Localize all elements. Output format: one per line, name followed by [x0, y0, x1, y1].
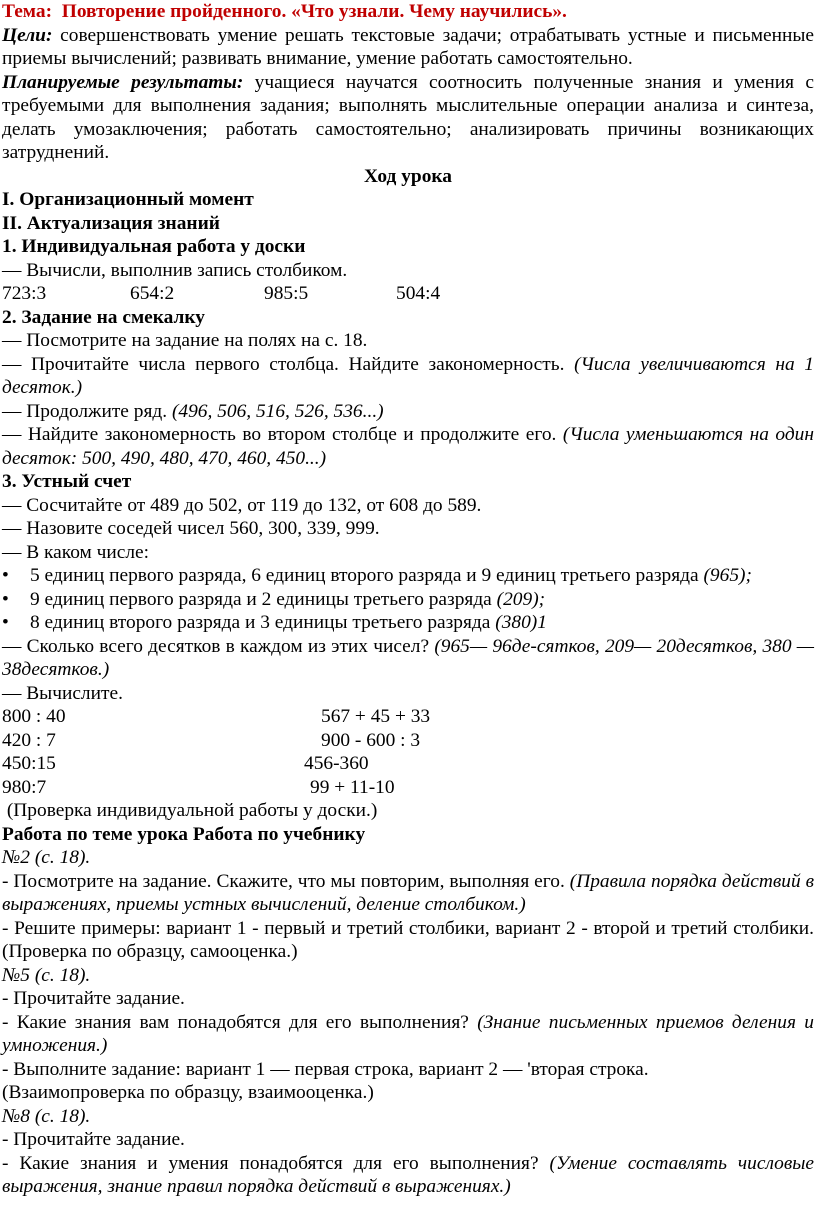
calc-row: [2, 776, 814, 800]
part-2-line-1: — Посмотрите на задание на полях на с. 18.: [2, 330, 368, 351]
part-3-line-1: — Сосчитайте от 489 до 502, от 119 до 132, от 608 до 589.: [2, 494, 482, 516]
exercise-2-line-1: [2, 870, 814, 917]
answer-text: (965— 96де-сятков, 209— 20десятков, 380 — 38десятков.): [2, 635, 814, 680]
results-label: Планируемые результаты:: [2, 71, 244, 93]
calc-expression: 800 : 40: [2, 706, 66, 727]
calc-expression: 567 + 45 + 33: [321, 706, 431, 727]
part-1-title: 1. Индивидуальная работа у доски: [2, 236, 306, 257]
answer-text: (Умение составлять числовые выражения, знание правил порядка действий в выражениях.): [2, 1152, 814, 1197]
bullet-answer: (965);: [703, 565, 752, 586]
bullet-answer: (209);: [496, 588, 546, 610]
board-example: 504:4: [396, 283, 441, 304]
part-2-title: 2. Задание на смекалку: [2, 306, 205, 328]
lesson-title: Ход урока: [364, 165, 452, 187]
answer-text: (496, 506, 516, 526, 536...): [171, 400, 384, 422]
calc-expression: 420 : 7: [2, 729, 56, 751]
list-item: [2, 588, 814, 612]
exercise-5-line-3: - Выполните задание: вариант 1 — первая строка, вариант 2 — 'вторая строка.: [2, 1058, 649, 1080]
exercise-8-line-2: [2, 1152, 814, 1199]
answer-text: (Знание письменных приемов деления и умножения.): [2, 1011, 814, 1056]
topic-line: [2, 0, 814, 24]
calc-expression: 456-360: [304, 753, 369, 774]
board-examples-row: [2, 282, 814, 306]
goals-label: Цели:: [2, 24, 53, 46]
check-note: (Проверка индивидуальной работы у доски.): [2, 800, 378, 821]
exercise-2-label: №2 (с. 18).: [2, 847, 91, 868]
board-example: 654:2: [130, 283, 175, 304]
part-3-line-4: [2, 635, 814, 682]
calc-expression: 99 + 11-10: [310, 776, 395, 798]
board-example: 723:3: [2, 283, 47, 304]
answer-text: (Числа уменьшаются на один десяток: 500, 490, 480, 470, 460, 450...): [2, 424, 814, 469]
exercise-8-label: №8 (с. 18).: [2, 1105, 91, 1127]
part-3-title: 3. Устный счет: [2, 471, 132, 492]
board-example: 985:5: [264, 283, 309, 304]
bullet-icon: •: [2, 588, 9, 610]
exercise-5-line-4: (Взаимопроверка по образцу, взаимооценка.): [2, 1082, 374, 1103]
bullet-text: 8 единиц второго разряда и 3 единицы третьего разряда: [30, 612, 491, 633]
question-text: - Посмотрите на задание. Скажите, что мы повторим, выполняя его.: [2, 870, 565, 892]
topic-label: Тема:: [2, 1, 53, 22]
list-item: [2, 564, 814, 588]
bullet-icon: •: [2, 565, 9, 586]
question-text: — Сколько всего десятков в каждом из этих чисел?: [2, 635, 430, 657]
exercise-5-line-1: - Прочитайте задание.: [2, 988, 185, 1009]
part-2-line-2: [2, 353, 814, 400]
bullet-text: 5 единиц первого разряда, 6 единиц второго разряда и 9 единиц третьего разряда: [30, 565, 699, 586]
bullet-icon: •: [2, 612, 9, 633]
question-text: — Найдите закономерность во втором столбце и продолжите его.: [2, 424, 557, 445]
answer-text: (Числа увеличиваются на 1 десяток.): [2, 353, 814, 398]
section-organizational: I. Организационный момент: [2, 189, 254, 210]
part-3-line-2: — Назовите соседей чисел 560, 300, 339, 999.: [2, 518, 380, 539]
question-text: - Какие знания и умения понадобятся для его выполнения?: [2, 1152, 539, 1174]
part-2-line-4: [2, 423, 814, 470]
section-actualization: II. Актуализация знаний: [2, 212, 220, 234]
bullet-answer: (380)1: [495, 612, 547, 633]
calc-row: [2, 752, 814, 776]
bullet-text: 9 единиц первого разряда и 2 единицы третьего разряда: [30, 588, 492, 610]
calc-expression: 980:7: [2, 776, 47, 798]
question-text: — Продолжите ряд.: [2, 400, 168, 422]
part-3-line-5: — Вычислите.: [2, 682, 123, 704]
question-text: — Прочитайте числа первого столбца. Найдите закономерность.: [2, 353, 565, 375]
work-title: Работа по теме урока Работа по учебнику: [2, 823, 366, 845]
topic-text: Повторение пройденного. «Что узнали. Чему научились».: [61, 1, 567, 22]
list-item: [2, 611, 814, 635]
part-1-task: — Вычисли, выполнив запись столбиком.: [2, 259, 348, 281]
calc-expression: 450:15: [2, 753, 56, 774]
part-3-line-3: — В каком числе:: [2, 541, 150, 563]
answer-text: (Правила порядка действий в выражениях, приемы устных вычислений, деление столбиком.): [2, 870, 814, 915]
exercise-5-line-2: [2, 1011, 814, 1058]
results-text: учащиеся научатся соотносить полученные знания и умения с требуемыми для выполнения задания; выполнять мыслительные операции анализа и синтеза, делать умозаключения; работать самостоятельно; анализировать причины возникающих затруднений.: [2, 71, 814, 163]
results-paragraph: [2, 71, 814, 165]
question-text: - Какие знания вам понадобятся для его выполнения?: [2, 1011, 469, 1033]
exercise-2-line-2: - Решите примеры: вариант 1 - первый и третий столбики, вариант 2 - второй и третий столбики. (Проверка по образцу, самооценка.): [2, 917, 814, 962]
calc-row: [2, 729, 814, 753]
exercise-5-label: №5 (с. 18).: [2, 964, 91, 986]
goals-paragraph: [2, 24, 814, 71]
calc-row: [2, 705, 814, 729]
exercise-8-line-1: - Прочитайте задание.: [2, 1129, 185, 1150]
part-2-line-3: [2, 400, 814, 424]
goals-text: совершенствовать умение решать текстовые задачи; отрабатывать устные и письменные приемы вычислений; развивать внимание, умение работать самостоятельно.: [2, 24, 814, 69]
calc-expression: 900 - 600 : 3: [321, 729, 421, 751]
